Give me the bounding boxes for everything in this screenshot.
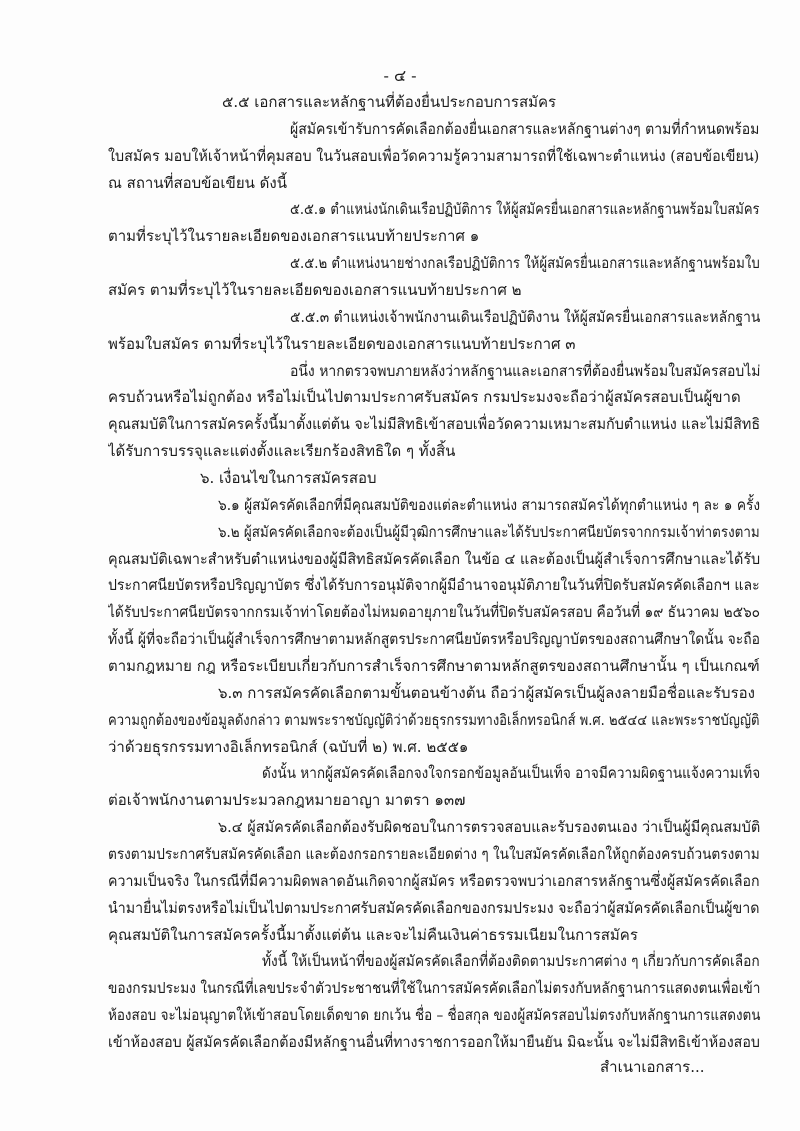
paragraph-line: ห้องสอบ จะไม่อนุญาตให้เข้าสอบโดยเด็ดขาด ยกเว้น ชื่อ – ชื่อสกุล ของผู้สมัครสอบไม่ตรงกับหลักฐานการแสดงตน [108, 1006, 761, 1024]
section-heading-6: ๖. เงื่อนไขในการสมัครสอบ [200, 469, 377, 487]
paragraph-line: ตามที่ระบุไว้ในรายละเอียดของเอกสารแนบท้ายประกาศ ๑ [108, 227, 480, 245]
paragraph-line: ใบสมัคร มอบให้เจ้าหน้าที่คุมสอบ ในวันสอบเพื่อวัดความรู้ความสามารถที่ใช้เฉพาะตำแหน่ง (สอบข้อเขียน) [108, 147, 760, 165]
paragraph-line: สมัคร ตามที่ระบุไว้ในรายละเอียดของเอกสารแนบท้ายประกาศ ๒ [108, 281, 522, 299]
paragraph-line: คุณสมบัติเฉพาะสำหรับตำแหน่งของผู้มีสิทธิสมัครคัดเลือก ในข้อ ๔ และต้องเป็นผู้สำเร็จการศึกษาและได้รับ [108, 550, 761, 568]
paragraph-line: ๖.๑ ผู้สมัครคัดเลือกที่มีคุณสมบัติของแต่ละตำแหน่ง สามารถสมัครได้ทุกตำแหน่ง ๆ ละ ๑ ครั้ง [218, 496, 761, 514]
paragraph-line: ทั้งนี้ ผู้ที่จะถือว่าเป็นผู้สำเร็จการศึกษาตามหลักสูตรประกาศนียบัตรหรือปริญญาบัตรของสถานศึกษาใดนั้น จะถือ [108, 630, 761, 648]
page-number: - ๔ - [383, 66, 417, 85]
paragraph-line: ๕.๕.๓ ตำแหน่งเจ้าพนักงานเดินเรือปฏิบัติงาน ให้ผู้สมัครยื่นเอกสารและหลักฐาน [290, 308, 761, 326]
paragraph-line: ประกาศนียบัตรหรือปริญญาบัตร ซึ่งได้รับการอนุมัติจากผู้มีอำนาจอนุมัติภายในวันที่ปิดรับสมัครคัดเลือกฯ และ [108, 576, 760, 594]
paragraph-line: ความถูกต้องของข้อมูลดังกล่าว ตามพระราชบัญญัติว่าด้วยธุรกรรมทางอิเล็กทรอนิกส์ พ.ศ. ๒๕๔๔ และพระราชบัญญัติ [108, 711, 760, 729]
paragraph-line: ได้รับประกาศนียบัตรจากกรมเจ้าท่าโดยต้องไม่หมดอายุภายในวันที่ปิดรับสมัครสอบ คือวันที่ ๑๙ ธันวาคม ๒๕๖๐ [108, 603, 761, 621]
paragraph-line: ของกรมประมง ในกรณีที่เลขประจำตัวประชาชนที่ใช้ในการสมัครคัดเลือกไม่ตรงกับหลักฐานการแสดงตนเพื่อเข้า [108, 979, 761, 997]
paragraph-line: เข้าห้องสอบ ผู้สมัครคัดเลือกต้องมีหลักฐานอื่นที่ทางราชการออกให้มายืนยัน มิฉะนั้น จะไม่มีสิทธิเข้าห้องสอบ [108, 1033, 760, 1051]
paragraph-line: ว่าด้วยธุรกรรมทางอิเล็กทรอนิกส์ (ฉบับที่ ๒) พ.ศ. ๒๕๕๑ [108, 738, 469, 756]
paragraph-line: ณ สถานที่สอบข้อเขียน ดังนี้ [108, 174, 287, 192]
paragraph-line: อนึ่ง หากตรวจพบภายหลังว่าหลักฐานและเอกสารที่ต้องยื่นพร้อมใบสมัครสอบไม่ [290, 362, 761, 380]
paragraph-line: ต่อเจ้าพนักงานตามประมวลกฎหมายอาญา มาตรา ๑๓๗ [108, 791, 466, 809]
paragraph-line: พร้อมใบสมัคร ตามที่ระบุไว้ในรายละเอียดของเอกสารแนบท้ายประกาศ ๓ [108, 335, 576, 353]
paragraph-line: ๖.๒ ผู้สมัครคัดเลือกจะต้องเป็นผู้มีวุฒิการศึกษาและได้รับประกาศนียบัตรจากกรมเจ้าท่าตรงตาม [218, 523, 760, 541]
paragraph-line: ๖.๔ ผู้สมัครคัดเลือกต้องรับผิดชอบในการตรวจสอบและรับรองตนเอง ว่าเป็นผู้มีคุณสมบัติ [218, 818, 761, 836]
continuation-note: สำเนาเอกสาร... [600, 1058, 705, 1076]
paragraph-line: นำมายื่นไม่ตรงหรือไม่เป็นไปตามประกาศรับสมัครคัดเลือกของกรมประมง จะถือว่าผู้สมัครคัดเลือกเป็นผู้ขาด [108, 899, 760, 917]
paragraph-line: คุณสมบัติในการสมัครครั้งนี้มาตั้งแต่ต้น จะไม่มีสิทธิเข้าสอบเพื่อวัดความเหมาะสมกับตำแหน่ง และไม่มีสิทธิ [108, 415, 761, 433]
paragraph-line: ตรงตามประกาศรับสมัครคัดเลือก และต้องกรอกรายละเอียดต่าง ๆ ในใบสมัครคัดเลือกให้ถูกต้องครบถ้วนตรงตาม [108, 845, 760, 863]
section-heading-5-5: ๕.๕ เอกสารและหลักฐานที่ต้องยื่นประกอบการสมัคร [222, 93, 557, 111]
paragraph-line: คุณสมบัติในการสมัครครั้งนี้มาตั้งแต่ต้น และจะไม่คืนเงินค่าธรรมเนียมในการสมัคร [108, 926, 638, 944]
paragraph-line: ทั้งนี้ ให้เป็นหน้าที่ของผู้สมัครคัดเลือกที่ต้องติดตามประกาศต่าง ๆ เกี่ยวกับการคัดเลือก [262, 952, 760, 970]
paragraph-line: ดังนั้น หากผู้สมัครคัดเลือกจงใจกรอกข้อมูลอันเป็นเท็จ อาจมีความผิดฐานแจ้งความเท็จ [262, 764, 761, 782]
paragraph-line: ความเป็นจริง ในกรณีที่มีความผิดพลาดอันเกิดจากผู้สมัคร หรือตรวจพบว่าเอกสารหลักฐานซึ่งผู้สมัครคัดเลือก [108, 872, 760, 890]
paragraph-line: ๕.๕.๒ ตำแหน่งนายช่างกลเรือปฏิบัติการ ให้ผู้สมัครยื่นเอกสารและหลักฐานพร้อมใบ [290, 254, 760, 272]
paragraph-line: ผู้สมัครเข้ารับการคัดเลือกต้องยื่นเอกสารและหลักฐานต่างๆ ตามที่กำหนดพร้อม [290, 120, 760, 138]
paragraph-line: ๕.๕.๑ ตำแหน่งนักเดินเรือปฏิบัติการ ให้ผู้สมัครยื่นเอกสารและหลักฐานพร้อมใบสมัคร [290, 200, 760, 218]
paragraph-line: ตามกฎหมาย กฎ หรือระเบียบเกี่ยวกับการสำเร็จการศึกษาตามหลักสูตรของสถานศึกษานั้น ๆ เป็นเกณฑ์ [108, 657, 760, 675]
paragraph-line: ได้รับการบรรจุและแต่งตั้งและเรียกร้องสิทธิใด ๆ ทั้งสิ้น [108, 442, 456, 460]
paragraph-line: ๖.๓ การสมัครคัดเลือกตามขั้นตอนข้างต้น ถือว่าผู้สมัครเป็นผู้ลงลายมือชื่อและรับรอง [218, 684, 755, 702]
paragraph-line: ครบถ้วนหรือไม่ถูกต้อง หรือไม่เป็นไปตามประกาศรับสมัคร กรมประมงจะถือว่าผู้สมัครสอบเป็นผู้ขาด [108, 388, 741, 406]
